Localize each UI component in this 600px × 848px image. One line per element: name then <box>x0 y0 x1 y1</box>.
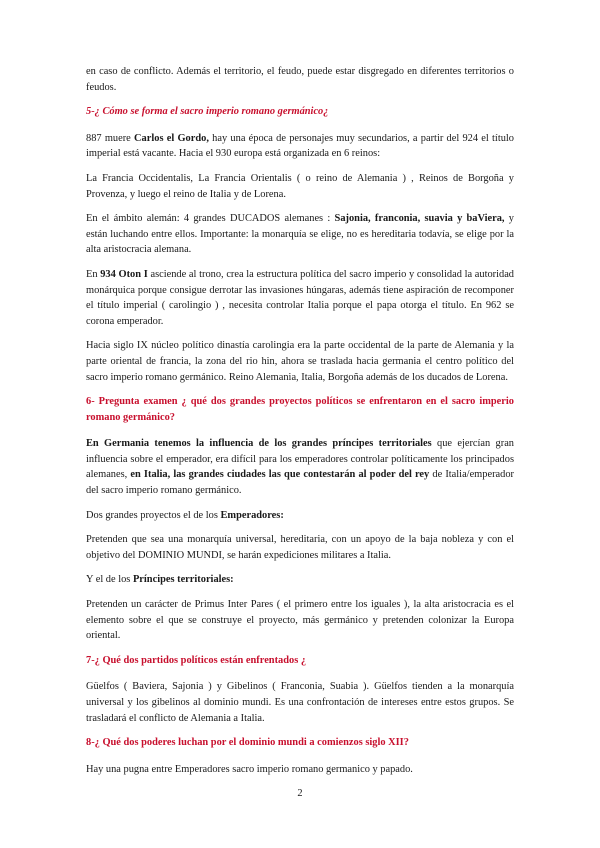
question-heading-5: 5-¿ Cómo se forma el sacro imperio romano germánico¿ <box>86 106 329 118</box>
paragraph: Pretenden un carácter de Primus Inter Pares ( el primero entre los iguales ), la alta aristocracia es el elemento sobre el que se construye el proyecto, más germánico y pretenden colonizar la Europa oriental. <box>86 599 514 642</box>
paragraph: La Francia Occidentalis, La Francia Orientalis ( o reino de Alemania ) , Reinos de Borgoña y Provenza, y luego el reino de Italia y de Lorena. <box>86 172 514 200</box>
question-heading-7: 7-¿ Qué dos partidos políticos están enfrentados ¿ <box>86 654 307 666</box>
question-heading-6: 6- Pregunta examen ¿ qué dos grandes proyectos políticos se enfrentaron en el sacro imperio romano germánico? <box>86 396 514 423</box>
paragraph: 887 muere Carlos el Gordo, hay una época de personajes muy secundarios, a partir del 924 el título imperial está vacante. Hacia el 930 europa está organizada en 6 reinos: <box>86 132 514 160</box>
paragraph: Hacia siglo IX núcleo político dinastía carolingia era la parte occidental de la parte de Alemania y la parte oriental de francia, la zona del rio hin, ahora se traslada hacia germania el centro político del sacro imperio romano germánico. Reino Alemania, Italia, Borgoña además de los ducados de Lorena. <box>86 340 514 383</box>
page-number: 2 <box>297 788 303 799</box>
paragraph: Güelfos ( Baviera, Sajonia ) y Gibelinos ( Franconia, Suabia ). Güelfos tienden a la monarquía universal y los gibelinos al dominio mundi. Es una confrontación de intereses entre estos grupos. Se trasladará el conflicto de Alemania a Italia. <box>86 681 514 724</box>
paragraph: Pretenden que sea una monarquía universal, hereditaria, con un apoyo de la baja nobleza y con el objetivo del DOMINIO MUNDI, se harán expediciones militares a Italia. <box>86 534 514 561</box>
paragraph: En el ámbito alemán: 4 grandes DUCADOS alemanes : Sajonia, franconia, suavia y baViera, y están luchando entre ellos. Importante: la monarquía se elige, no es hereditaria todavía, se elige por la alta aristocracia alemana. <box>86 213 515 256</box>
paragraph: En 934 Oton I asciende al trono, crea la estructura política del sacro imperio y consolidad la autoridad monárquica porque consigue derrotar las invasiones húngaras, además tiene aspiración de recomponer el título imperial ( carolingio ) , necesita controlar Italia porque el papa otorga el título. En 962 se corona emperador. <box>86 268 514 327</box>
paragraph: Hay una pugna entre Emperadores sacro imperio romano germanico y papado. <box>86 763 413 775</box>
question-heading-8: 8-¿ Qué dos poderes luchan por el dominio mundi a comienzos siglo XII? <box>86 737 409 749</box>
paragraph: Y el de los Príncipes territoriales: <box>86 574 234 586</box>
paragraph: en caso de conflicto. Además el territorio, el feudo, puede estar disgregado en diferentes territorios o feudos. <box>86 66 514 93</box>
paragraph: En Germania tenemos la influencia de los grandes príncipes territoriales que ejercían gran influencia sobre el emperador, era difícil para los emperadores controlar políticamente los principados alemanes, en Italia, las grandes ciudades las que contestarán al poder del rey de Italia/emperador del sacro imperio romano germánico. <box>86 438 514 497</box>
document-body <box>86 64 514 786</box>
paragraph: Dos grandes proyectos el de los Emperadores: <box>86 509 284 521</box>
